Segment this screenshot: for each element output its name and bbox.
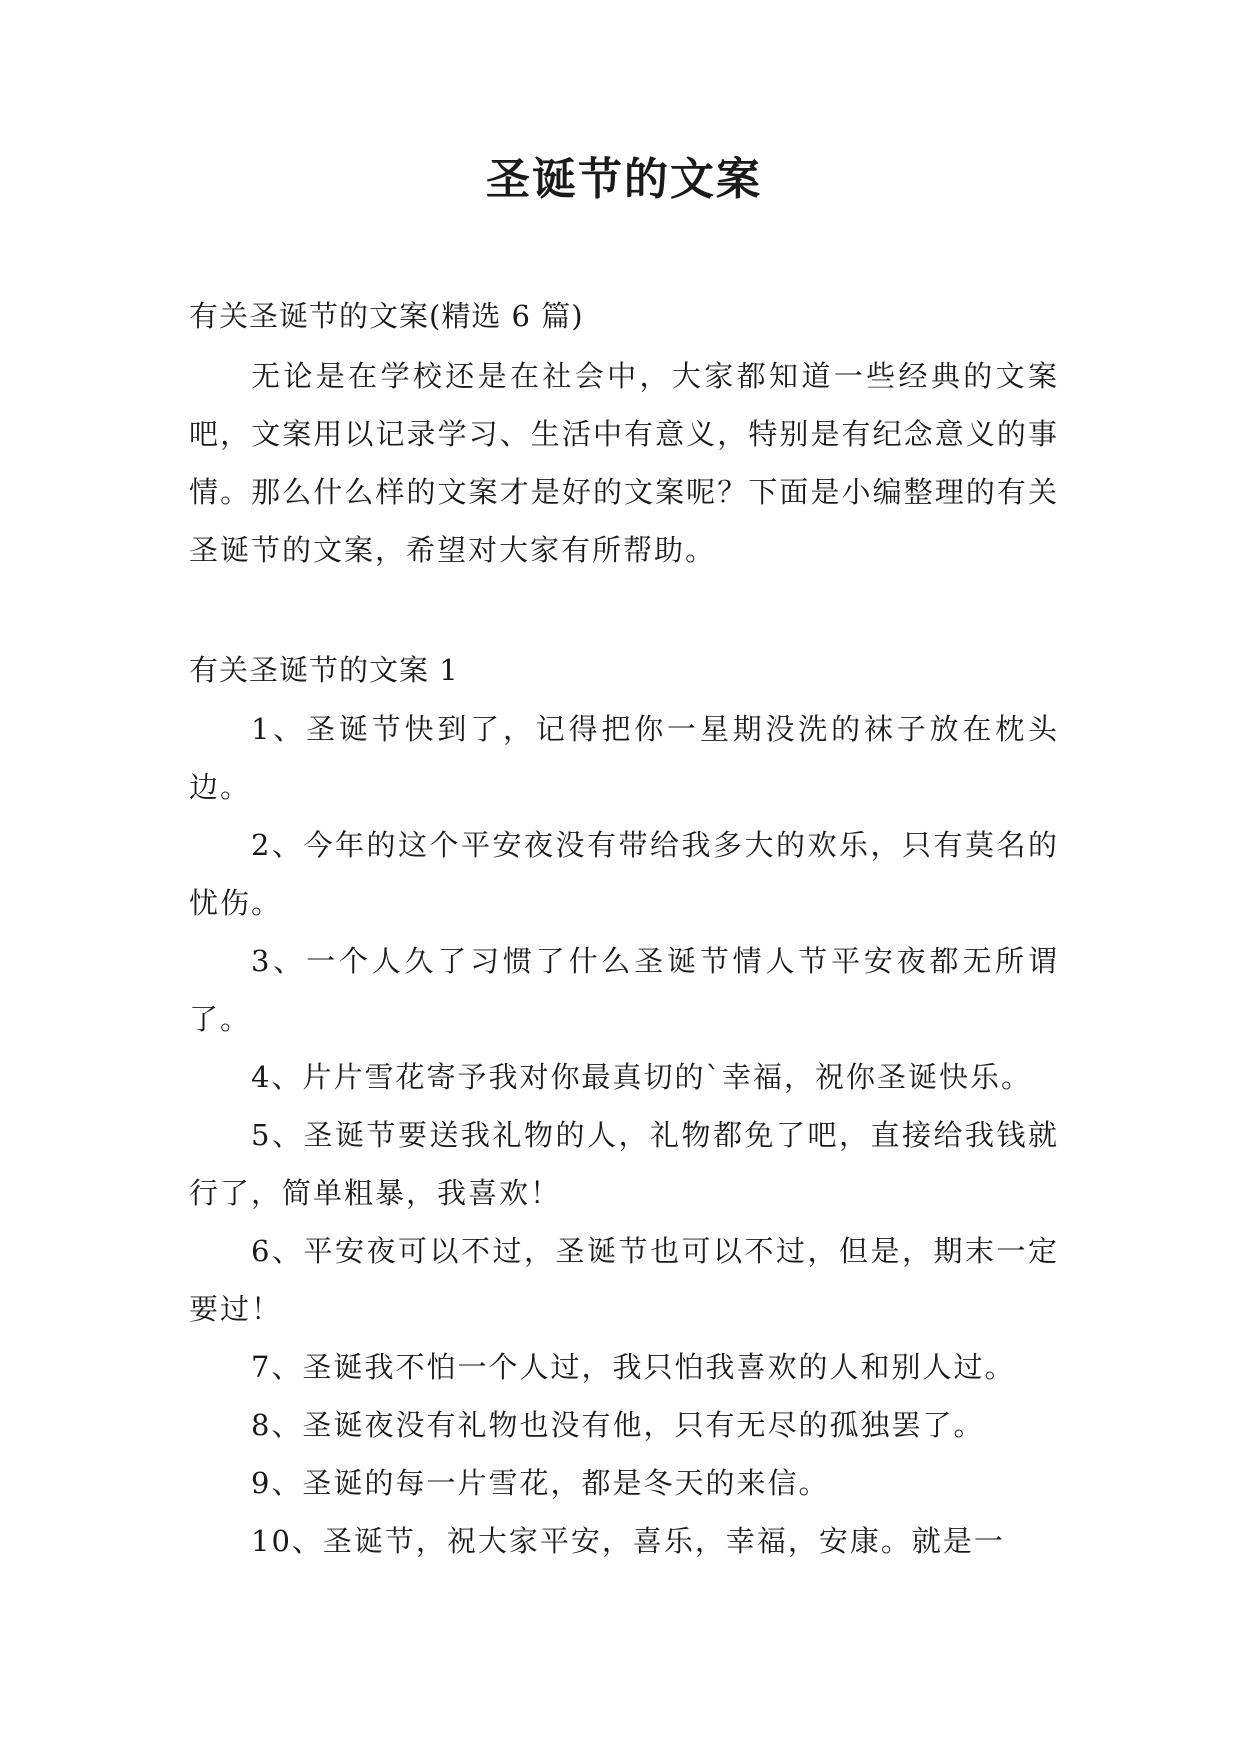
list-item: 2、今年的这个平安夜没有带给我多大的欢乐，只有莫名的忧伤。 <box>189 828 1059 920</box>
list-item: 9、圣诞的每一片雪花，都是冬天的来信。 <box>251 1466 830 1500</box>
list-item: 5、圣诞节要送我礼物的人，礼物都免了吧，直接给我钱就行了，简单粗暴，我喜欢！ <box>189 1118 1059 1210</box>
list-item: 10、圣诞节，祝大家平安，喜乐，幸福，安康。就是一 <box>251 1524 1005 1558</box>
intro-paragraph: 无论是在学校还是在社会中，大家都知道一些经典的文案吧，文案用以记录学习、生活中有意义，特别是有纪念意义的事情。那么什么样的文案才是好的文案呢？下面是小编整理的有关圣诞节的文案，希望对大家有所帮助。 <box>189 359 1059 567</box>
list-item: 3、一个人久了习惯了什么圣诞节情人节平安夜都无所谓了。 <box>189 944 1059 1036</box>
list-item: 1、圣诞节快到了，记得把你一星期没洗的袜子放在枕头边。 <box>189 712 1059 804</box>
list-item: 7、圣诞我不怕一个人过，我只怕我喜欢的人和别人过。 <box>251 1350 1016 1384</box>
document-subtitle: 有关圣诞节的文案(精选 6 篇) <box>189 299 584 333</box>
list-item: 6、平安夜可以不过，圣诞节也可以不过，但是，期末一定要过！ <box>189 1234 1059 1326</box>
document-title: 圣诞节的文案 <box>486 154 762 205</box>
list-item: 4、片片雪花寄予我对你最真切的`幸福，祝你圣诞快乐。 <box>251 1060 1032 1094</box>
list-item: 8、圣诞夜没有礼物也没有他，只有无尽的孤独罢了。 <box>251 1408 985 1442</box>
item-list <box>189 700 1059 1570</box>
section-heading: 有关圣诞节的文案 1 <box>189 653 459 687</box>
